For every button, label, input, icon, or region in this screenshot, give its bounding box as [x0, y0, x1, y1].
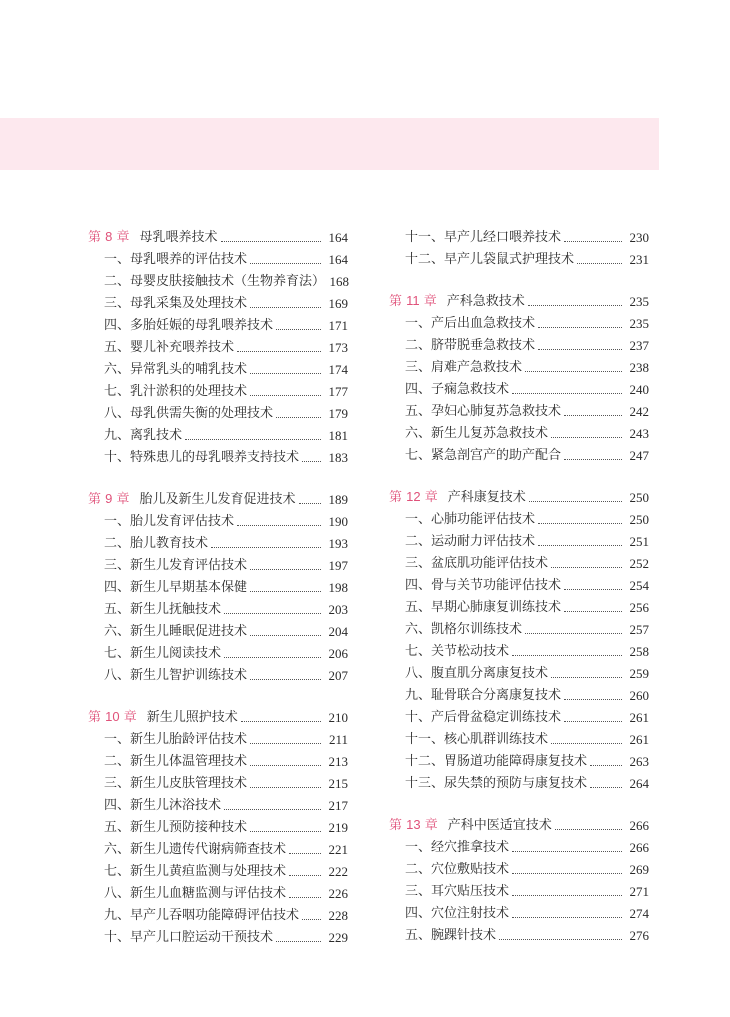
toc-section-entry[interactable]: [88, 290, 348, 312]
chapter-title: 产科康复技术: [447, 490, 526, 505]
section-title: 二、脐带脱垂急救技术: [405, 338, 536, 353]
section-title: 九、离乳技术: [104, 428, 183, 443]
toc-section-entry[interactable]: [389, 594, 649, 616]
page-number: 274: [629, 906, 649, 921]
dot-leader: [551, 677, 622, 678]
toc-section-entry[interactable]: [88, 748, 348, 770]
section-title: 五、腕踝针技术: [405, 928, 497, 943]
page-number: 229: [328, 930, 348, 945]
dot-leader: [250, 395, 321, 396]
toc-section-entry[interactable]: [389, 616, 649, 638]
toc-section-entry[interactable]: [88, 356, 348, 378]
page-number: 210: [328, 710, 348, 725]
chapter-label-suffix: 章: [112, 230, 130, 245]
page-number: 207: [328, 668, 348, 683]
toc-section-entry[interactable]: [389, 900, 649, 922]
toc-chapter-entry[interactable]: [389, 812, 649, 834]
toc-section-entry[interactable]: [389, 834, 649, 856]
dot-leader: [551, 743, 622, 744]
page-number: 276: [629, 928, 649, 943]
toc-section-entry[interactable]: [389, 660, 649, 682]
chapter-number: 11: [406, 293, 420, 308]
toc-section-entry[interactable]: [389, 398, 649, 420]
toc-section-entry[interactable]: [389, 922, 649, 944]
section-title: 一、心肺功能评估技术: [405, 512, 536, 527]
section-title: 五、早期心肺康复训练技术: [405, 600, 562, 615]
toc-section-entry[interactable]: [389, 528, 649, 550]
dot-leader: [250, 635, 321, 636]
section-gap: [389, 464, 649, 484]
section-title: 三、母乳采集及处理技术: [104, 296, 248, 311]
page-number: 250: [629, 490, 649, 505]
toc-section-entry[interactable]: [389, 376, 649, 398]
dot-leader: [555, 829, 622, 830]
toc-section-entry[interactable]: [88, 530, 348, 552]
chapter-label-suffix: 章: [419, 294, 437, 309]
toc-section-entry[interactable]: [88, 508, 348, 530]
section-title: 四、骨与关节功能评估技术: [405, 578, 562, 593]
dot-leader: [237, 351, 321, 352]
dot-leader: [499, 939, 622, 940]
section-title: 八、腹直肌分离康复技术: [405, 666, 549, 681]
dot-leader: [250, 765, 321, 766]
page-number: 181: [328, 428, 348, 443]
dot-leader: [241, 721, 321, 722]
chapter-label-prefix: 第: [88, 230, 106, 245]
chapter-label-prefix: 第: [88, 492, 106, 507]
dot-leader: [224, 613, 321, 614]
section-title: 八、新生儿血糖监测与评估技术: [104, 886, 287, 901]
page-number: 213: [328, 754, 348, 769]
page-number: 237: [629, 338, 649, 353]
dot-leader: [512, 917, 622, 918]
toc-section-entry[interactable]: [389, 682, 649, 704]
page-number: 250: [629, 512, 649, 527]
section-title: 三、新生儿皮肤管理技术: [104, 776, 248, 791]
page-number: 257: [629, 622, 649, 637]
dot-leader: [564, 589, 622, 590]
chapter-title: 新生儿照护技术: [146, 710, 238, 725]
dot-leader: [250, 831, 321, 832]
dot-leader: [250, 743, 321, 744]
chapter-number: 13: [406, 817, 421, 832]
toc-section-entry[interactable]: [389, 550, 649, 572]
toc-section-entry[interactable]: [88, 444, 348, 466]
page-number: 230: [629, 230, 649, 245]
dot-leader: [564, 241, 622, 242]
toc-section-entry[interactable]: [88, 880, 348, 902]
toc-section-entry[interactable]: [88, 858, 348, 880]
page-number: 243: [629, 426, 649, 441]
dot-leader: [276, 417, 321, 418]
toc-section-entry[interactable]: [88, 596, 348, 618]
page-number: 203: [328, 602, 348, 617]
toc-section-entry[interactable]: [389, 310, 649, 332]
chapter-label-prefix: 第: [389, 490, 407, 505]
toc-section-entry[interactable]: [88, 422, 348, 444]
page-number: 269: [629, 862, 649, 877]
dot-leader: [276, 329, 321, 330]
page-number: 266: [629, 840, 649, 855]
section-title: 十一、核心肌群训练技术: [405, 732, 549, 747]
toc-section-entry[interactable]: [389, 572, 649, 594]
page-number: 183: [328, 450, 348, 465]
section-title: 十二、早产儿袋鼠式护理技术: [405, 252, 575, 267]
toc-section-entry[interactable]: [88, 770, 348, 792]
section-title: 五、孕妇心肺复苏急救技术: [405, 404, 562, 419]
page-number: 164: [328, 230, 348, 245]
page-number: 215: [328, 776, 348, 791]
dot-leader: [221, 241, 321, 242]
page-number: 261: [629, 710, 649, 725]
dot-leader: [528, 305, 622, 306]
page-number: 206: [328, 646, 348, 661]
section-title: 二、胎儿教育技术: [104, 536, 209, 551]
page-number: 247: [629, 448, 649, 463]
section-title: 七、新生儿黄疸监测与处理技术: [104, 864, 287, 879]
section-title: 七、新生儿阅读技术: [104, 646, 222, 661]
page-number: 171: [328, 318, 348, 333]
section-title: 五、新生儿抚触技术: [104, 602, 222, 617]
section-title: 一、新生儿胎龄评估技术: [104, 732, 248, 747]
toc-column-left: [88, 224, 348, 946]
page-number: 197: [328, 558, 348, 573]
section-gap: [88, 684, 348, 704]
toc-section-entry[interactable]: [389, 354, 649, 376]
toc-section-entry[interactable]: [88, 618, 348, 640]
section-title: 十、早产儿口腔运动干预技术: [104, 930, 274, 945]
section-title: 十一、早产儿经口喂养技术: [405, 230, 562, 245]
dot-leader: [224, 657, 321, 658]
chapter-title: 母乳喂养技术: [139, 230, 218, 245]
page-number: 271: [629, 884, 649, 899]
page-number: 169: [328, 296, 348, 311]
dot-leader: [250, 263, 321, 264]
chapter-label: [389, 293, 437, 310]
dot-leader: [590, 787, 622, 788]
page-number: 263: [629, 754, 649, 769]
section-title: 十、产后骨盆稳定训练技术: [405, 710, 562, 725]
section-title: 二、新生儿体温管理技术: [104, 754, 248, 769]
dot-leader: [276, 941, 321, 942]
toc-section-entry[interactable]: [88, 312, 348, 334]
page-number: 231: [629, 252, 649, 267]
page-number: 252: [629, 556, 649, 571]
toc-section-entry[interactable]: [88, 246, 348, 268]
section-title: 六、新生儿睡眠促进技术: [104, 624, 248, 639]
section-title: 二、母婴皮肤接触技术（生物养育法）: [104, 274, 326, 289]
chapter-label-suffix: 章: [420, 490, 438, 505]
page-number: 240: [629, 382, 649, 397]
page-number: 219: [328, 820, 348, 835]
toc-section-entry[interactable]: [88, 268, 348, 290]
dot-leader: [577, 263, 622, 264]
dot-leader: [551, 437, 622, 438]
dot-leader: [538, 545, 622, 546]
dot-leader: [564, 699, 622, 700]
section-title: 九、耻骨联合分离康复技术: [405, 688, 562, 703]
header-band: [0, 118, 659, 170]
dot-leader: [512, 655, 622, 656]
chapter-label-prefix: 第: [389, 294, 407, 309]
dot-leader: [250, 569, 321, 570]
section-title: 四、子痫急救技术: [405, 382, 510, 397]
dot-leader: [211, 547, 321, 548]
toc-section-entry[interactable]: [88, 400, 348, 422]
page-number: 260: [629, 688, 649, 703]
toc-section-entry[interactable]: [88, 574, 348, 596]
chapter-title: 胎儿及新生儿发育促进技术: [139, 492, 296, 507]
page-number: 235: [629, 294, 649, 309]
dot-leader: [250, 307, 321, 308]
toc-section-entry[interactable]: [88, 378, 348, 400]
section-title: 九、早产儿吞咽功能障碍评估技术: [104, 908, 300, 923]
page-number: 173: [328, 340, 348, 355]
dot-leader: [512, 393, 622, 394]
page-number: 258: [629, 644, 649, 659]
page-number: 222: [328, 864, 348, 879]
section-title: 十三、尿失禁的预防与康复技术: [405, 776, 588, 791]
page-number: 256: [629, 600, 649, 615]
section-title: 一、经穴推拿技术: [405, 840, 510, 855]
chapter-number: 8: [105, 229, 113, 244]
section-title: 三、新生儿发育评估技术: [104, 558, 248, 573]
toc-section-entry[interactable]: [88, 726, 348, 748]
page-number: 259: [629, 666, 649, 681]
dot-leader: [250, 787, 321, 788]
toc-section-entry[interactable]: [389, 224, 649, 246]
dot-leader: [512, 895, 622, 896]
page-number: 204: [328, 624, 348, 639]
page-number: 198: [328, 580, 348, 595]
page-number: 254: [629, 578, 649, 593]
toc-section-entry[interactable]: [389, 246, 649, 268]
chapter-label-suffix: 章: [119, 710, 137, 725]
dot-leader: [289, 897, 321, 898]
toc-section-entry[interactable]: [389, 748, 649, 770]
toc-section-entry[interactable]: [88, 836, 348, 858]
section-title: 二、穴位敷贴技术: [405, 862, 510, 877]
toc-section-entry[interactable]: [88, 334, 348, 356]
page-number: 189: [328, 492, 348, 507]
section-title: 十、特殊患儿的母乳喂养支持技术: [104, 450, 300, 465]
chapter-label: [389, 817, 438, 834]
chapter-title: 产科急救技术: [446, 294, 525, 309]
toc-chapter-entry[interactable]: [88, 224, 348, 246]
chapter-number: 10: [105, 709, 120, 724]
section-title: 一、产后出血急救技术: [405, 316, 536, 331]
dot-leader: [538, 523, 622, 524]
dot-leader: [564, 611, 622, 612]
section-title: 十二、胃肠道功能障碍康复技术: [405, 754, 588, 769]
toc-section-entry[interactable]: [389, 856, 649, 878]
chapter-label-suffix: 章: [420, 818, 438, 833]
page-number: 217: [328, 798, 348, 813]
chapter-number: 12: [406, 489, 421, 504]
toc-section-entry[interactable]: [88, 814, 348, 836]
chapter-label-prefix: 第: [88, 710, 106, 725]
dot-leader: [529, 501, 622, 502]
toc-section-entry[interactable]: [389, 332, 649, 354]
dot-leader: [250, 373, 321, 374]
chapter-label: [88, 229, 130, 246]
section-title: 六、新生儿复苏急救技术: [405, 426, 549, 441]
dot-leader: [512, 851, 622, 852]
page-number: 177: [328, 384, 348, 399]
toc-section-entry[interactable]: [389, 726, 649, 748]
page-number: 190: [328, 514, 348, 529]
section-title: 七、紧急剖宫产的助产配合: [405, 448, 562, 463]
section-title: 三、盆底肌功能评估技术: [405, 556, 549, 571]
page-number: 179: [328, 406, 348, 421]
section-title: 三、肩难产急救技术: [405, 360, 523, 375]
chapter-number: 9: [105, 491, 113, 506]
toc-section-entry[interactable]: [389, 420, 649, 442]
dot-leader: [289, 853, 321, 854]
dot-leader: [525, 633, 622, 634]
page-number: 211: [328, 732, 348, 747]
section-title: 七、乳汁淤积的处理技术: [104, 384, 248, 399]
section-title: 四、多胎妊娠的母乳喂养技术: [104, 318, 274, 333]
toc-section-entry[interactable]: [88, 924, 348, 946]
section-title: 四、新生儿沐浴技术: [104, 798, 222, 813]
chapter-label-suffix: 章: [112, 492, 130, 507]
page-number: 164: [328, 252, 348, 267]
section-gap: [389, 268, 649, 288]
dot-leader: [250, 679, 321, 680]
toc-chapter-entry[interactable]: [88, 486, 348, 508]
dot-leader: [564, 415, 622, 416]
page-number: 174: [328, 362, 348, 377]
section-title: 一、母乳喂养的评估技术: [104, 252, 248, 267]
dot-leader: [185, 439, 321, 440]
page-number: 266: [629, 818, 649, 833]
chapter-title: 产科中医适宜技术: [447, 818, 552, 833]
toc-section-entry[interactable]: [389, 770, 649, 792]
section-title: 一、胎儿发育评估技术: [104, 514, 235, 529]
section-title: 六、异常乳头的哺乳技术: [104, 362, 248, 377]
toc-section-entry[interactable]: [88, 552, 348, 574]
dot-leader: [551, 567, 622, 568]
dot-leader: [250, 591, 321, 592]
page-number: 261: [629, 732, 649, 747]
chapter-label: [88, 709, 137, 726]
page-number: 242: [629, 404, 649, 419]
dot-leader: [302, 461, 321, 462]
section-title: 三、耳穴贴压技术: [405, 884, 510, 899]
toc-chapter-entry[interactable]: [389, 484, 649, 506]
dot-leader: [224, 809, 321, 810]
page-number: 168: [329, 274, 350, 289]
section-title: 六、新生儿遗传代谢病筛查技术: [104, 842, 287, 857]
dot-leader: [538, 349, 622, 350]
dot-leader: [564, 459, 622, 460]
chapter-label: [389, 489, 438, 506]
dot-leader: [538, 327, 622, 328]
toc-section-entry[interactable]: [389, 638, 649, 660]
page-number: 221: [328, 842, 348, 857]
section-title: 七、关节松动技术: [405, 644, 510, 659]
toc-section-entry[interactable]: [389, 878, 649, 900]
section-gap: [389, 792, 649, 812]
chapter-label: [88, 491, 130, 508]
toc-section-entry[interactable]: [88, 792, 348, 814]
dot-leader: [302, 919, 321, 920]
page-number: 228: [328, 908, 348, 923]
toc-section-entry[interactable]: [88, 902, 348, 924]
page-number: 226: [328, 886, 348, 901]
toc-chapter-entry[interactable]: [389, 288, 649, 310]
toc-section-entry[interactable]: [389, 704, 649, 726]
page-number: 235: [629, 316, 649, 331]
dot-leader: [299, 503, 321, 504]
section-title: 八、母乳供需失衡的处理技术: [104, 406, 274, 421]
toc-chapter-entry[interactable]: [88, 704, 348, 726]
page-number: 238: [629, 360, 649, 375]
section-title: 四、穴位注射技术: [405, 906, 510, 921]
toc-column-right: [389, 224, 649, 944]
page-number: 264: [629, 776, 649, 791]
toc-section-entry[interactable]: [389, 442, 649, 464]
toc-section-entry[interactable]: [389, 506, 649, 528]
section-title: 四、新生儿早期基本保健: [104, 580, 248, 595]
dot-leader: [289, 875, 321, 876]
section-title: 六、凯格尔训练技术: [405, 622, 523, 637]
section-title: 五、新生儿预防接种技术: [104, 820, 248, 835]
section-title: 五、婴儿补充喂养技术: [104, 340, 235, 355]
dot-leader: [525, 371, 622, 372]
page-number: 193: [328, 536, 348, 551]
section-gap: [88, 466, 348, 486]
section-title: 八、新生儿智护训练技术: [104, 668, 248, 683]
dot-leader: [590, 765, 622, 766]
dot-leader: [564, 721, 622, 722]
toc-section-entry[interactable]: [88, 662, 348, 684]
section-title: 二、运动耐力评估技术: [405, 534, 536, 549]
toc-section-entry[interactable]: [88, 640, 348, 662]
page-number: 251: [629, 534, 649, 549]
dot-leader: [237, 525, 321, 526]
chapter-label-prefix: 第: [389, 818, 407, 833]
dot-leader: [512, 873, 622, 874]
